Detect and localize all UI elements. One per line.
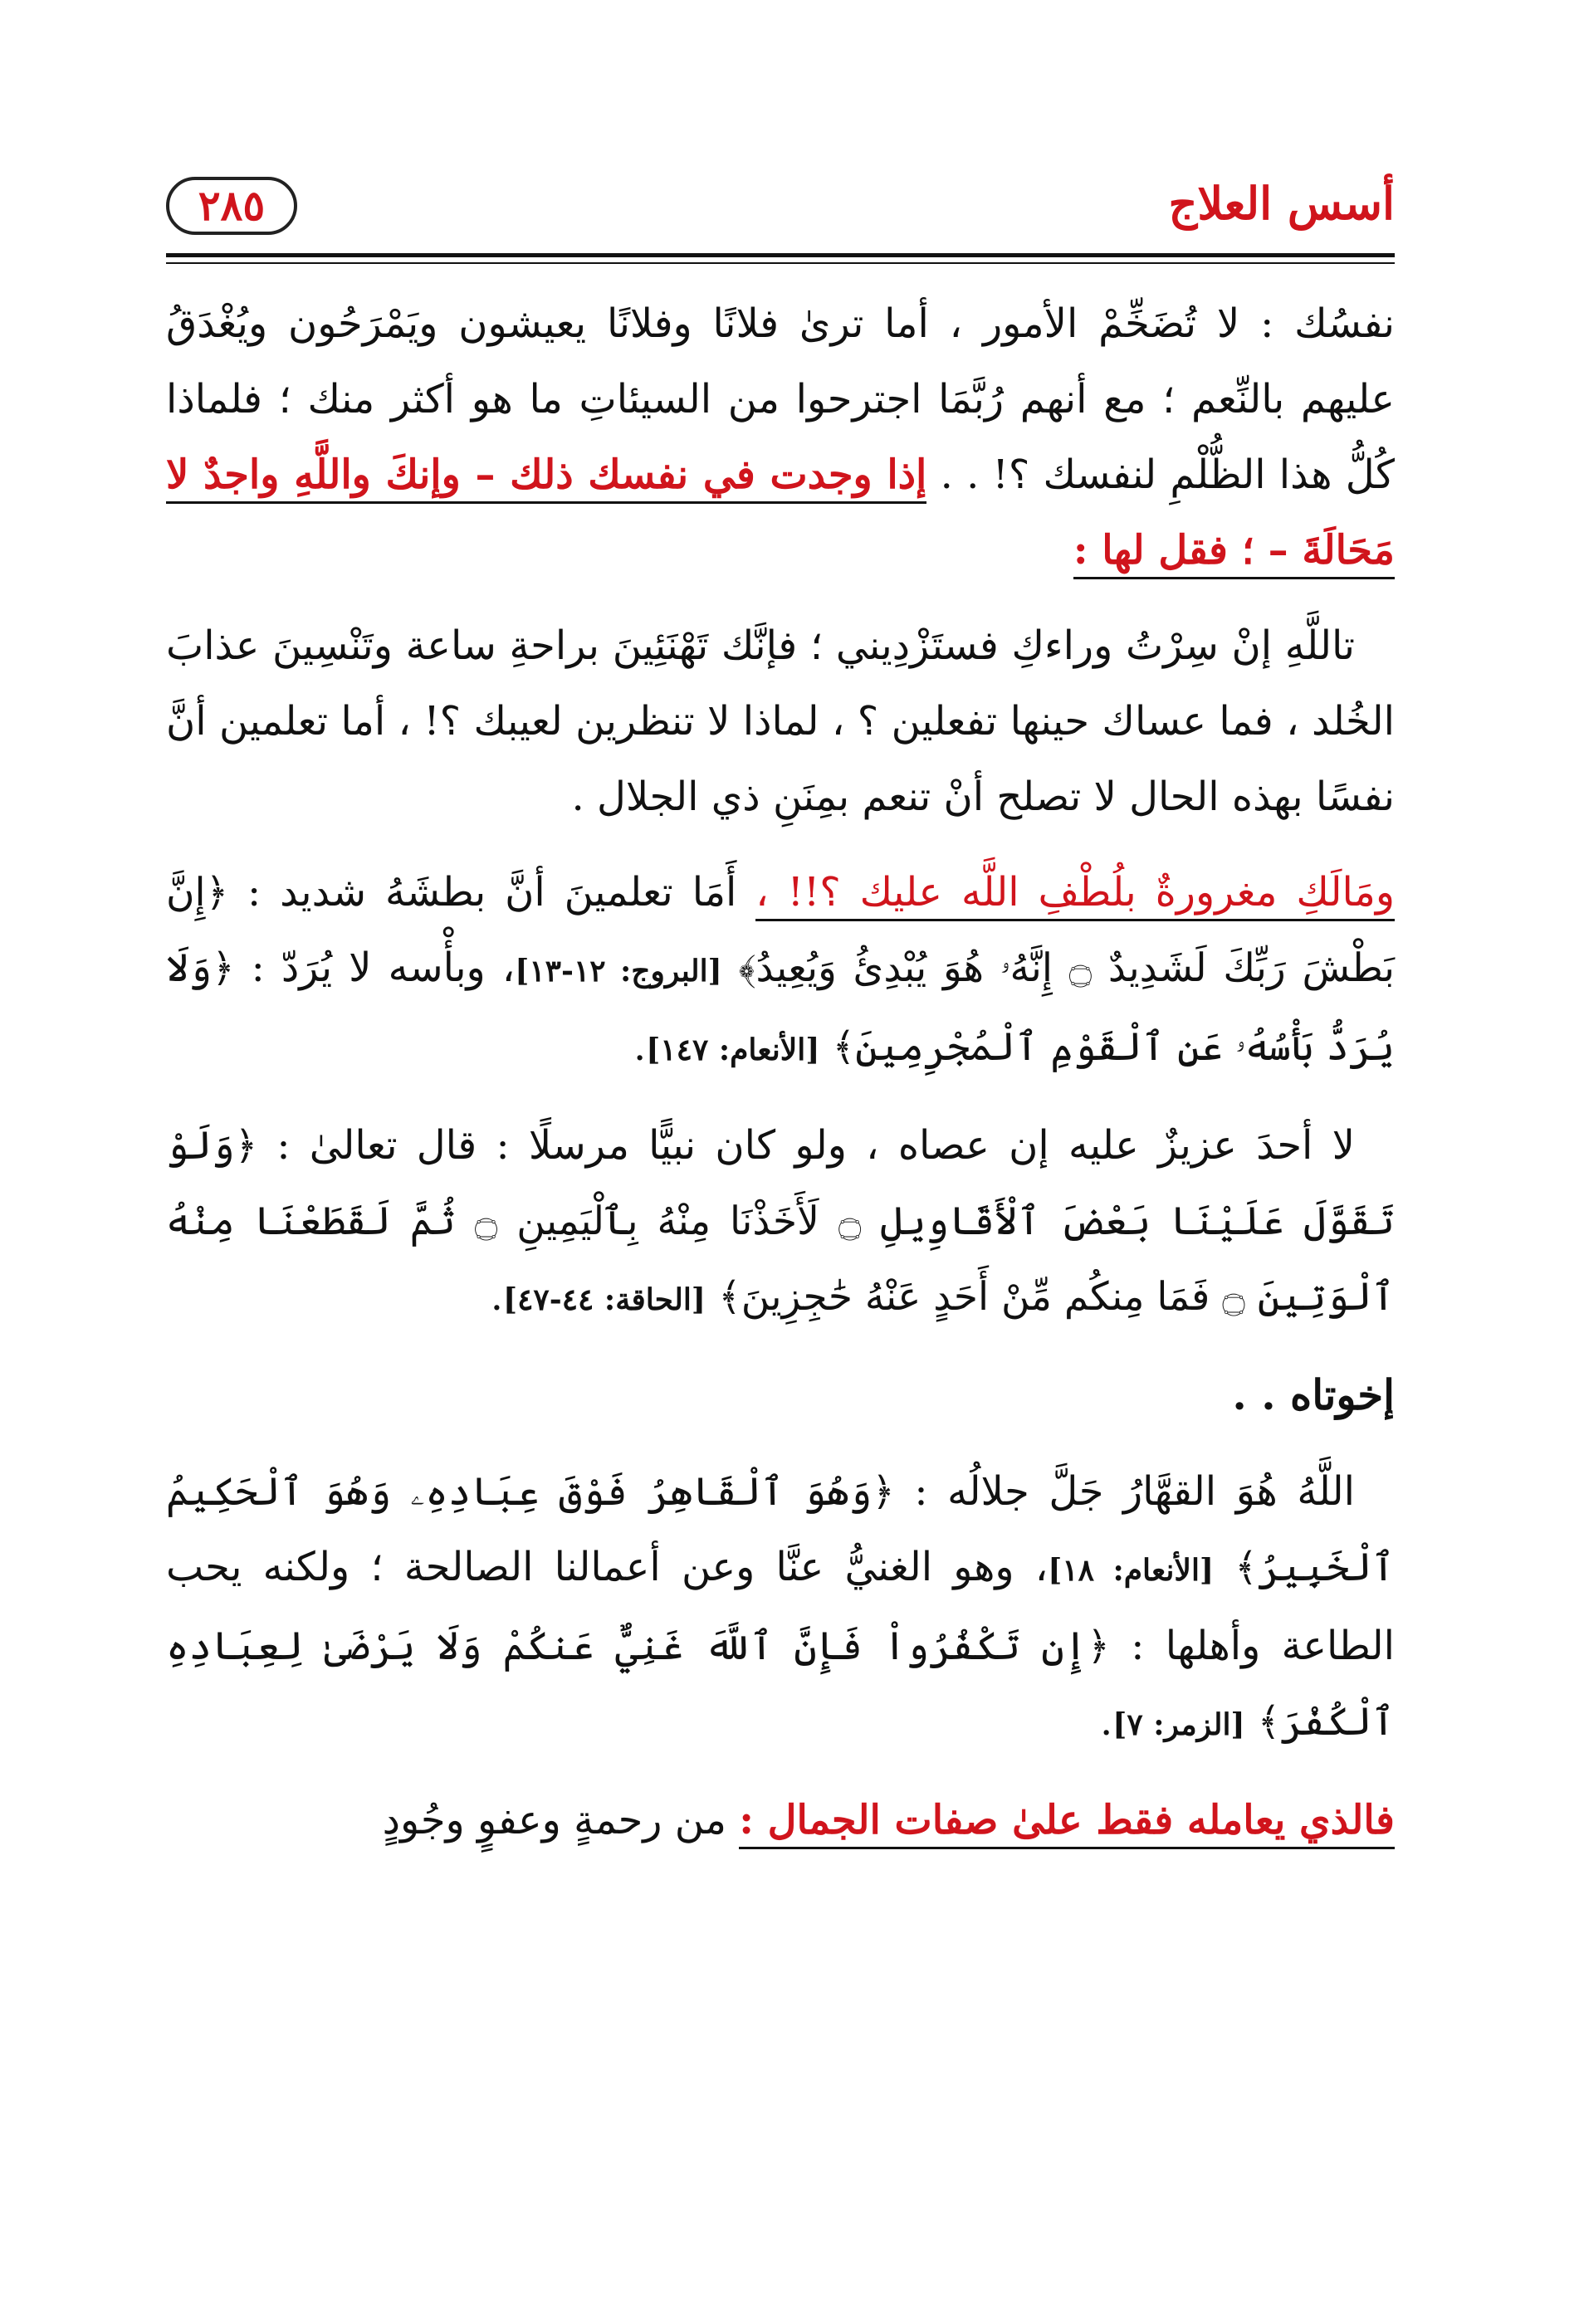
page-number-badge: ٢٨٥ xyxy=(166,177,297,235)
paragraph-2 xyxy=(166,608,1395,835)
paragraph-1-highlight: إذا وجدت في نفسك ذلك – وإنكَ واللَّهِ واجدٌ لا مَحَالَةَ – ؛ فقل لها : xyxy=(166,452,1395,579)
paragraph-5 xyxy=(166,1454,1395,1763)
paragraph-3-highlight: ومَالَكِ مغرورةٌ بلُطْفِ اللَّه عليك ؟!! ، xyxy=(755,869,1395,921)
quran-verse-buruj: ﴿إِنَّ بَطْشَ رَبِّكَ لَشَدِيدٌ ۝ إِنَّهُۥ هُوَ يُبْدِئُ وَيُعِيدُ﴾ xyxy=(166,870,1395,991)
paragraph-1-text: نفسُك : لا تُضَخِّمْ الأمور ، أما ترىٰ فلانًا وفلانًا يعيشون ويَمْرَحُون ويُغْدَقُ عليهم بالنِّعم ؛ مع أنهم رُبَّمَا اجترحوا من السيئاتِ ما هو أكثر منك ؛ فلماذا كُلُّ هذا الظُّلْمِ لنفسك ؟! . . xyxy=(166,300,1396,498)
paragraph-3-text-1: أَمَا تعلمينَ أنَّ بطشَهُ شديد : xyxy=(228,869,756,915)
reference-haqqa: [الحاقة: ٤٤-٤٧] xyxy=(503,1282,706,1317)
paragraph-3-text-2: ، وبأْسه لا يُرَدّ : xyxy=(234,945,516,991)
quran-verse-anam-147: ﴿وَلَا يُرَدُّ بَأْسُهُۥ عَنِ ٱلْقَوْمِ ٱلْمُجْرِمِينَ﴾ xyxy=(166,945,1395,1070)
paragraph-6 xyxy=(166,1783,1395,1858)
running-title: أسس العلاج xyxy=(1168,177,1395,230)
quran-verse-anam-18: ﴿وَهُوَ ٱلْقَاهِرُ فَوْقَ عِبَادِهِۦ وَهُوَ ٱلْحَكِيمُ ٱلْخَبِيرُ﴾ xyxy=(166,1469,1395,1590)
page-header xyxy=(166,162,1395,245)
paragraph-4 xyxy=(166,1108,1395,1338)
quran-verse-zumar: ﴿إِن تَكْفُرُواْ فَإِنَّ ٱللَّهَ غَنِيٌّ عَنكُمْ وَلَا يَرْضَىٰ لِعِبَادِهِ ٱلْكُفْرَ﴾ xyxy=(166,1623,1395,1745)
paragraph-6-text: من رحمةٍ وعفوٍ وجُودٍ xyxy=(382,1797,740,1843)
reference-anam-18: [الأنعام: ١٨] xyxy=(1048,1553,1214,1588)
reference-anam-147: [الأنعام: ١٤٧] xyxy=(646,1033,820,1067)
paragraph-4-text-2: . xyxy=(490,1273,504,1320)
paragraph-4-text-1: لا أحدَ عزيزٌ عليه إن عصاه ، ولو كان نبيًّا مرسلًا : قال تعالىٰ : xyxy=(257,1122,1355,1169)
paragraph-5-text-2: ، وهو الغنيُّ عنَّا وعن أعمالنا الصالحة ؛ ولكنه يحب الطاعة وأهلها : xyxy=(166,1544,1395,1669)
paragraph-3 xyxy=(166,855,1395,1088)
reference-buruj: [البروج: ١٢-١٣] xyxy=(515,954,722,989)
paragraph-3-text-3: . xyxy=(633,1023,647,1070)
header-rule-thin xyxy=(166,262,1395,264)
section-heading: إخوتاه . . xyxy=(1232,1370,1395,1419)
book-page xyxy=(166,0,1395,2324)
paragraph-5-text-3: . xyxy=(1100,1698,1113,1745)
quran-verse-haqqa: ﴿وَلَوْ تَقَوَّلَ عَلَيْنَا بَعْضَ ٱلْأَقَاوِيلِ ۝ لَأَخَذْنَا مِنْهُ بِٱلْيَمِينِ ۝ ثُمَّ لَقَطَعْنَا مِنْهُ ٱلْوَتِينَ ۝ فَمَا مِنكُم مِّنْ أَحَدٍ عَنْهُ حَٰجِزِينَ﴾ xyxy=(166,1123,1395,1320)
header-rule-thick xyxy=(166,253,1395,257)
paragraph-2-text: تاللَّهِ إنْ سِرْتُ وراءكِ فستَزْدِيني ؛ فإنَّك تَهْنَئِينَ براحةِ ساعة وتَنْسِينَ عذابَ الخُلد ، فما عساك حينها تفعلين ؟ ، لماذا لا تنظرين لعيبك ؟! ، أما تعلمين أنَّ نفسًا بهذه الحال لا تصلح أنْ تنعم بمِنَنِ ذي الجلال . xyxy=(166,622,1395,820)
paragraph-1 xyxy=(166,286,1395,588)
page-body xyxy=(166,286,1395,1878)
reference-zumar: [الزمر: ٧] xyxy=(1112,1707,1245,1742)
paragraph-6-highlight: فالذي يعامله فقط علىٰ صفات الجمال : xyxy=(739,1797,1395,1849)
paragraph-5-text-1: اللَّهُ هُوَ القهَّارُ جَلَّ جلالُه : xyxy=(894,1468,1355,1515)
